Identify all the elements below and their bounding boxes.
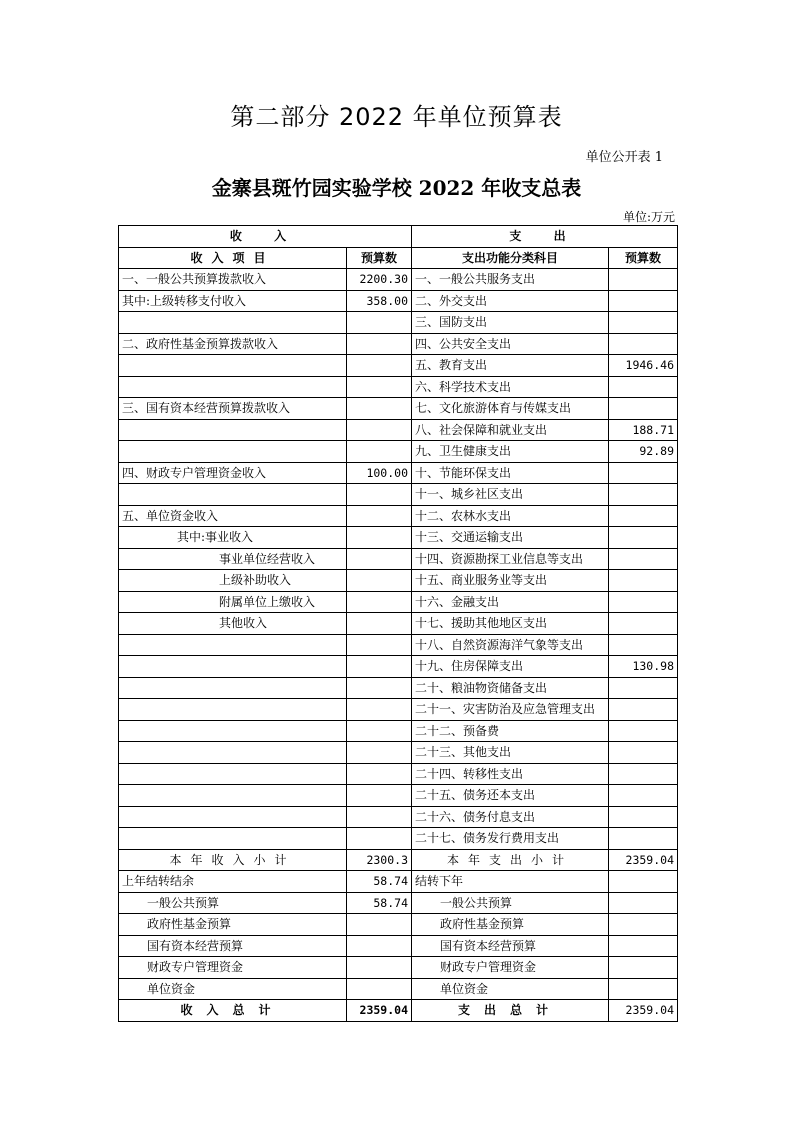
income-item-cell [119, 828, 347, 850]
table-row [119, 419, 678, 441]
table-row [119, 505, 678, 527]
expense-amount-cell [609, 806, 678, 828]
total-row [119, 1000, 678, 1022]
carryover-row [119, 935, 678, 957]
table-row [119, 484, 678, 506]
income-total-label: 收入总计 [119, 1000, 347, 1022]
expense-amount-cell [609, 333, 678, 355]
expense-subtotal-value: 2359.04 [609, 849, 678, 871]
expense-item-cell: 二十五、债务还本支出 [412, 785, 609, 807]
table-row [119, 720, 678, 742]
expense-item-cell: 三、国防支出 [412, 312, 609, 334]
income-amount-cell [347, 570, 412, 592]
expense-item-cell: 二十七、债务发行费用支出 [412, 828, 609, 850]
expense-amount-cell [609, 634, 678, 656]
carry-expense-item-cell: 一般公共预算 [412, 892, 609, 914]
carry-expense-amount-cell [609, 935, 678, 957]
income-item-cell: 其他收入 [119, 613, 347, 635]
income-amount-cell [347, 484, 412, 506]
income-amount-cell [347, 333, 412, 355]
income-item-cell [119, 806, 347, 828]
carry-expense-amount-cell [609, 871, 678, 893]
expense-amount-cell [609, 785, 678, 807]
table-row [119, 634, 678, 656]
expense-amount-header: 预算数 [609, 247, 678, 269]
carryover-row [119, 957, 678, 979]
income-amount-cell [347, 312, 412, 334]
income-item-cell [119, 419, 347, 441]
table-row [119, 763, 678, 785]
income-item-cell [119, 677, 347, 699]
expense-total-label: 支出总计 [412, 1000, 609, 1022]
carry-expense-item-cell: 财政专户管理资金 [412, 957, 609, 979]
expense-item-cell: 四、公共安全支出 [412, 333, 609, 355]
expense-item-cell: 十、节能环保支出 [412, 462, 609, 484]
expense-amount-cell [609, 462, 678, 484]
income-subtotal-label: 本年收入小计 [119, 849, 347, 871]
expense-amount-cell [609, 548, 678, 570]
carryover-row [119, 871, 678, 893]
carry-income-amount-cell [347, 914, 412, 936]
table-row [119, 828, 678, 850]
carry-expense-amount-cell [609, 914, 678, 936]
unit-label: 单位:万元 [622, 210, 675, 224]
expense-amount-cell: 188.71 [609, 419, 678, 441]
income-amount-cell [347, 720, 412, 742]
table-row [119, 548, 678, 570]
expense-amount-cell [609, 398, 678, 420]
expense-amount-cell [609, 742, 678, 764]
expense-item-cell: 十四、资源勘探工业信息等支出 [412, 548, 609, 570]
expense-item-cell: 二十二、预备费 [412, 720, 609, 742]
expense-total-value: 2359.04 [609, 1000, 678, 1022]
income-amount-cell [347, 613, 412, 635]
carry-income-amount-cell: 58.74 [347, 892, 412, 914]
income-item-cell [119, 312, 347, 334]
carry-income-amount-cell [347, 957, 412, 979]
subtotal-row [119, 849, 678, 871]
table-row [119, 656, 678, 678]
expense-item-cell: 二、外交支出 [412, 290, 609, 312]
expense-amount-cell: 92.89 [609, 441, 678, 463]
income-amount-header: 预算数 [347, 247, 412, 269]
expense-amount-cell [609, 699, 678, 721]
income-item-cell: 三、国有资本经营预算拨款收入 [119, 398, 347, 420]
expense-item-cell: 十一、城乡社区支出 [412, 484, 609, 506]
expense-item-cell: 七、文化旅游体育与传媒支出 [412, 398, 609, 420]
income-item-cell [119, 484, 347, 506]
expense-amount-cell [609, 527, 678, 549]
budget-summary-table [118, 225, 678, 1022]
expense-amount-cell [609, 828, 678, 850]
table-row [119, 355, 678, 377]
expense-amount-cell [609, 505, 678, 527]
carry-income-amount-cell [347, 935, 412, 957]
expense-amount-cell: 130.98 [609, 656, 678, 678]
carry-income-amount-cell: 58.74 [347, 871, 412, 893]
expense-item-header: 支出功能分类科目 [412, 247, 609, 269]
carry-expense-amount-cell [609, 957, 678, 979]
income-item-cell: 其中:事业收入 [119, 527, 347, 549]
expense-item-cell: 五、教育支出 [412, 355, 609, 377]
table-row [119, 742, 678, 764]
income-amount-cell: 100.00 [347, 462, 412, 484]
income-amount-cell [347, 419, 412, 441]
table-row [119, 333, 678, 355]
income-amount-cell [347, 505, 412, 527]
table-row [119, 269, 678, 291]
expense-item-cell: 二十、粮油物资储备支出 [412, 677, 609, 699]
table-row [119, 376, 678, 398]
income-item-cell: 五、单位资金收入 [119, 505, 347, 527]
carry-expense-amount-cell [609, 892, 678, 914]
expense-amount-cell [609, 312, 678, 334]
group-header-row [119, 226, 678, 248]
carryover-row [119, 914, 678, 936]
expense-item-cell: 十八、自然资源海洋气象等支出 [412, 634, 609, 656]
expense-item-cell: 十三、交通运输支出 [412, 527, 609, 549]
income-total-value: 2359.04 [347, 1000, 412, 1022]
part-title: 第二部分 2022 年单位预算表 [230, 103, 563, 131]
carry-expense-amount-cell [609, 978, 678, 1000]
carry-expense-item-cell: 单位资金 [412, 978, 609, 1000]
expense-item-cell: 九、卫生健康支出 [412, 441, 609, 463]
expense-item-cell: 十七、援助其他地区支出 [412, 613, 609, 635]
income-amount-cell: 2200.30 [347, 269, 412, 291]
carry-income-item-cell: 一般公共预算 [119, 892, 347, 914]
income-item-cell: 其中:上级转移支付收入 [119, 290, 347, 312]
expense-subtotal-label: 本年支出小计 [412, 849, 609, 871]
income-amount-cell [347, 548, 412, 570]
carry-income-item-cell: 国有资本经营预算 [119, 935, 347, 957]
income-amount-cell [347, 441, 412, 463]
table-row [119, 441, 678, 463]
income-amount-cell [347, 828, 412, 850]
income-item-cell [119, 355, 347, 377]
carry-expense-item-cell: 政府性基金预算 [412, 914, 609, 936]
income-item-cell [119, 634, 347, 656]
expense-amount-cell: 1946.46 [609, 355, 678, 377]
expense-item-cell: 十九、住房保障支出 [412, 656, 609, 678]
table-title: 金寨县斑竹园实验学校 2022 年收支总表 [211, 176, 582, 200]
table-row [119, 699, 678, 721]
table-row [119, 613, 678, 635]
carry-income-amount-cell [347, 978, 412, 1000]
table-row [119, 591, 678, 613]
income-item-cell [119, 441, 347, 463]
table-row [119, 398, 678, 420]
carryover-row [119, 892, 678, 914]
table-row [119, 570, 678, 592]
carry-income-item-cell: 政府性基金预算 [119, 914, 347, 936]
income-amount-cell [347, 806, 412, 828]
income-item-cell [119, 785, 347, 807]
income-amount-cell [347, 785, 412, 807]
income-item-header: 收入项目 [119, 247, 347, 269]
carry-income-item-cell: 上年结转结余 [119, 871, 347, 893]
form-number: 单位公开表 1 [585, 150, 663, 165]
income-item-cell: 二、政府性基金预算拨款收入 [119, 333, 347, 355]
expense-item-cell: 八、社会保障和就业支出 [412, 419, 609, 441]
income-amount-cell [347, 527, 412, 549]
expense-item-cell: 二十四、转移性支出 [412, 763, 609, 785]
expense-item-cell: 一、一般公共服务支出 [412, 269, 609, 291]
income-item-cell: 上级补助收入 [119, 570, 347, 592]
income-subtotal-value: 2300.3 [347, 849, 412, 871]
income-group-header: 收 入 [119, 226, 412, 248]
expense-item-cell: 十五、商业服务业等支出 [412, 570, 609, 592]
column-header-row [119, 247, 678, 269]
carry-expense-item-cell: 结转下年 [412, 871, 609, 893]
income-item-cell [119, 699, 347, 721]
income-amount-cell [347, 355, 412, 377]
expense-item-cell: 六、科学技术支出 [412, 376, 609, 398]
expense-item-cell: 十六、金融支出 [412, 591, 609, 613]
income-amount-cell [347, 376, 412, 398]
income-item-cell [119, 763, 347, 785]
carryover-row [119, 978, 678, 1000]
income-amount-cell [347, 763, 412, 785]
income-amount-cell [347, 742, 412, 764]
income-amount-cell [347, 699, 412, 721]
income-item-cell: 一、一般公共预算拨款收入 [119, 269, 347, 291]
income-item-cell: 事业单位经营收入 [119, 548, 347, 570]
table-row [119, 806, 678, 828]
income-amount-cell [347, 398, 412, 420]
expense-amount-cell [609, 677, 678, 699]
expense-amount-cell [609, 269, 678, 291]
income-item-cell: 四、财政专户管理资金收入 [119, 462, 347, 484]
carry-expense-item-cell: 国有资本经营预算 [412, 935, 609, 957]
table-row [119, 527, 678, 549]
expense-amount-cell [609, 591, 678, 613]
table-row [119, 312, 678, 334]
income-amount-cell: 358.00 [347, 290, 412, 312]
expense-item-cell: 二十六、债务付息支出 [412, 806, 609, 828]
expense-amount-cell [609, 484, 678, 506]
expense-amount-cell [609, 613, 678, 635]
income-item-cell [119, 720, 347, 742]
expense-amount-cell [609, 763, 678, 785]
income-amount-cell [347, 634, 412, 656]
expense-item-cell: 二十三、其他支出 [412, 742, 609, 764]
table-row [119, 290, 678, 312]
expense-amount-cell [609, 376, 678, 398]
table-row [119, 785, 678, 807]
table-row [119, 677, 678, 699]
expense-amount-cell [609, 290, 678, 312]
income-item-cell: 附属单位上缴收入 [119, 591, 347, 613]
table-row [119, 462, 678, 484]
expense-item-cell: 十二、农林水支出 [412, 505, 609, 527]
income-item-cell [119, 742, 347, 764]
income-amount-cell [347, 591, 412, 613]
carry-income-item-cell: 财政专户管理资金 [119, 957, 347, 979]
expense-group-header: 支 出 [412, 226, 678, 248]
expense-item-cell: 二十一、灾害防治及应急管理支出 [412, 699, 609, 721]
carry-income-item-cell: 单位资金 [119, 978, 347, 1000]
income-amount-cell [347, 677, 412, 699]
expense-amount-cell [609, 720, 678, 742]
expense-amount-cell [609, 570, 678, 592]
income-amount-cell [347, 656, 412, 678]
income-item-cell [119, 376, 347, 398]
income-item-cell [119, 656, 347, 678]
